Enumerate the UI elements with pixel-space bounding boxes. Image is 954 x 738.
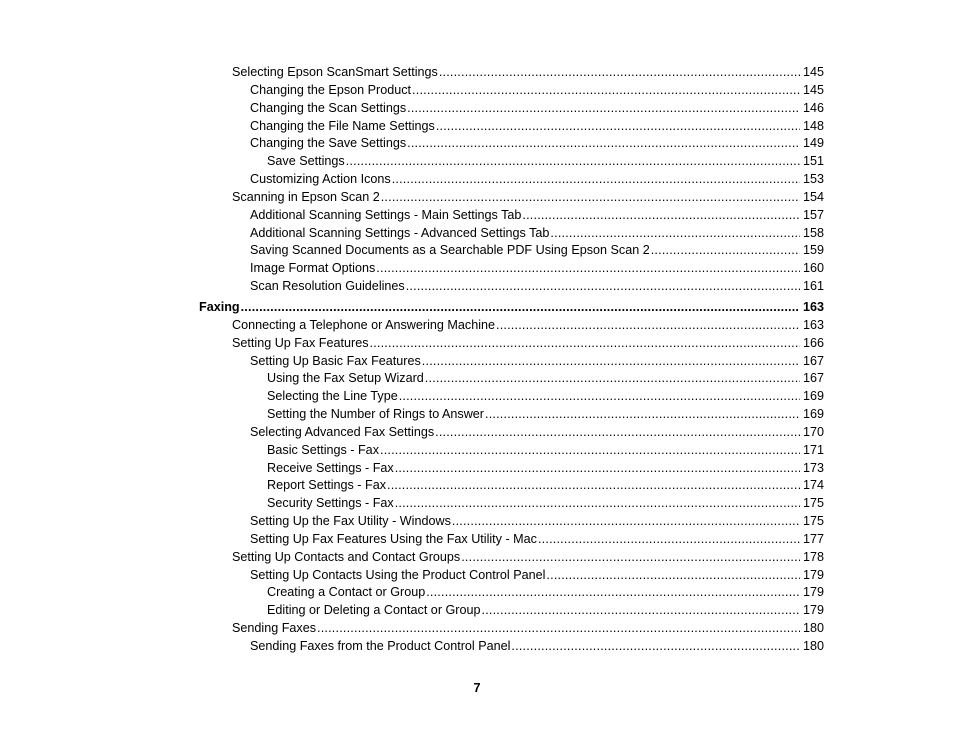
- toc-entry-title: Additional Scanning Settings - Advanced Settings Tab: [250, 226, 550, 240]
- toc-entry[interactable]: [267, 474, 824, 492]
- dot-leader: [436, 119, 800, 133]
- toc-entry-title: Setting Up Fax Features: [232, 336, 369, 350]
- toc-entry-page: 167: [802, 354, 824, 368]
- dot-leader: [651, 243, 800, 257]
- dot-leader: [407, 101, 800, 115]
- dot-leader: [380, 443, 800, 457]
- toc-entry[interactable]: [232, 332, 824, 350]
- toc-entry[interactable]: [250, 528, 824, 546]
- toc-entry-title: Saving Scanned Documents as a Searchable PDF Using Epson Scan 2: [250, 243, 650, 257]
- dot-leader: [522, 208, 800, 222]
- toc-entry-page: 173: [802, 461, 824, 475]
- toc-entry-page: 179: [802, 585, 824, 599]
- toc-entry-page: 158: [802, 226, 824, 240]
- toc-entry-title: Setting the Number of Rings to Answer: [267, 407, 485, 421]
- toc-entry-page: 149: [802, 136, 824, 150]
- dot-leader: [399, 389, 800, 403]
- dot-leader: [412, 83, 800, 97]
- toc-entry-page: 157: [802, 208, 824, 222]
- toc-entry[interactable]: [267, 367, 824, 385]
- toc-entry-page: 179: [802, 568, 824, 582]
- dot-leader: [346, 154, 800, 168]
- toc-entry-page: 159: [802, 243, 824, 257]
- toc-entry-title: Setting Up Basic Fax Features: [250, 354, 421, 368]
- toc-entry-page: 169: [802, 389, 824, 403]
- page-number: 7: [473, 681, 481, 695]
- toc-entry-page: 146: [802, 101, 824, 115]
- dot-leader: [425, 371, 800, 385]
- dot-leader: [439, 65, 800, 79]
- toc-entry-title: Changing the Save Settings: [250, 136, 407, 150]
- toc-entry-title: Selecting the Line Type: [267, 389, 398, 403]
- dot-leader: [511, 639, 800, 653]
- toc-entry-page: 151: [802, 154, 824, 168]
- toc-entry-title: Selecting Epson ScanSmart Settings: [232, 65, 438, 79]
- toc-entry[interactable]: [250, 115, 824, 133]
- toc-entry[interactable]: [267, 403, 824, 421]
- toc-entry[interactable]: [250, 510, 824, 528]
- toc-entry-title: Using the Fax Setup Wizard: [267, 371, 424, 385]
- dot-leader: [241, 300, 800, 314]
- toc-entry-title: Creating a Contact or Group: [267, 585, 426, 599]
- toc-entry-title: Receive Settings - Fax: [267, 461, 394, 475]
- toc-entry-page: 145: [802, 83, 824, 97]
- dot-leader: [546, 568, 800, 582]
- dot-leader: [461, 550, 800, 564]
- toc-entry-title: Report Settings - Fax: [267, 478, 386, 492]
- toc-entry[interactable]: [250, 564, 824, 582]
- dot-leader: [482, 603, 800, 617]
- toc-entry-title: Sending Faxes from the Product Control Panel: [250, 639, 511, 653]
- toc-entry[interactable]: [250, 132, 824, 150]
- toc-entry-page: 171: [802, 443, 824, 457]
- toc-entry-title: Editing or Deleting a Contact or Group: [267, 603, 481, 617]
- dot-leader: [370, 336, 801, 350]
- toc-entry-page: 163: [802, 300, 824, 314]
- toc-entry[interactable]: [250, 97, 824, 115]
- toc-entry[interactable]: [250, 350, 824, 368]
- dot-leader: [381, 190, 800, 204]
- toc-entry[interactable]: [250, 635, 824, 653]
- toc-entry-page: 175: [802, 496, 824, 510]
- toc-entry-page: 174: [802, 478, 824, 492]
- toc-entry-page: 179: [802, 603, 824, 617]
- toc-entry-page: 167: [802, 371, 824, 385]
- toc-entry-page: 153: [802, 172, 824, 186]
- dot-leader: [376, 261, 800, 275]
- toc-entry[interactable]: [267, 492, 824, 510]
- toc-entry-title: Selecting Advanced Fax Settings: [250, 425, 435, 439]
- toc-entry-title: Basic Settings - Fax: [267, 443, 379, 457]
- toc-entry[interactable]: [232, 61, 824, 79]
- toc-entry-title: Connecting a Telephone or Answering Machine: [232, 318, 496, 332]
- toc-entry-page: 169: [802, 407, 824, 421]
- toc-entry[interactable]: [250, 79, 824, 97]
- toc-entry-page: 178: [802, 550, 824, 564]
- toc-entry-page: 177: [802, 532, 824, 546]
- toc-entry[interactable]: [250, 421, 824, 439]
- toc-entry-page: 175: [802, 514, 824, 528]
- dot-leader: [317, 621, 800, 635]
- toc-entry-page: 160: [802, 261, 824, 275]
- toc-entry-title: Setting Up Contacts Using the Product Control Panel: [250, 568, 546, 582]
- dot-leader: [395, 461, 800, 475]
- dot-leader: [422, 354, 800, 368]
- toc-entry-title: Scanning in Epson Scan 2: [232, 190, 380, 204]
- toc-entry[interactable]: [232, 617, 824, 635]
- toc-entry-title: Customizing Action Icons: [250, 172, 391, 186]
- dot-leader: [452, 514, 800, 528]
- toc-entry-title: Image Format Options: [250, 261, 376, 275]
- toc-entry-page: 180: [802, 639, 824, 653]
- dot-leader: [395, 496, 800, 510]
- toc-entry-title: Changing the File Name Settings: [250, 119, 435, 133]
- toc-entry-title: Sending Faxes: [232, 621, 317, 635]
- toc-entry-page: 170: [802, 425, 824, 439]
- dot-leader: [435, 425, 800, 439]
- toc-entry-page: 163: [802, 318, 824, 332]
- toc-entry[interactable]: [250, 204, 824, 222]
- toc-entry-title: Faxing: [199, 300, 240, 314]
- toc-entry[interactable]: [267, 385, 824, 403]
- toc-entry-page: 166: [802, 336, 824, 350]
- toc-entry[interactable]: [267, 599, 824, 617]
- dot-leader: [426, 585, 800, 599]
- dot-leader: [538, 532, 800, 546]
- toc-entry-title: Security Settings - Fax: [267, 496, 394, 510]
- toc-entry[interactable]: [250, 239, 824, 257]
- dot-leader: [406, 279, 800, 293]
- dot-leader: [387, 478, 800, 492]
- toc-entry-title: Changing the Epson Product: [250, 83, 412, 97]
- dot-leader: [407, 136, 800, 150]
- dot-leader: [485, 407, 800, 421]
- toc-entry[interactable]: [267, 581, 824, 599]
- toc-entry[interactable]: [267, 457, 824, 475]
- dot-leader: [392, 172, 800, 186]
- toc-entry[interactable]: [250, 275, 824, 293]
- toc-entry-title: Setting Up Fax Features Using the Fax Utility - Mac: [250, 532, 537, 546]
- dot-leader: [496, 318, 800, 332]
- toc-entry[interactable]: [199, 296, 824, 314]
- toc-entry[interactable]: [267, 150, 824, 168]
- toc-entry[interactable]: [232, 186, 824, 204]
- toc-entry-title: Additional Scanning Settings - Main Settings Tab: [250, 208, 522, 222]
- toc-entry-title: Save Settings: [267, 154, 345, 168]
- toc-entry-page: 161: [802, 279, 824, 293]
- toc-entry[interactable]: [267, 439, 824, 457]
- toc-entry-title: Changing the Scan Settings: [250, 101, 407, 115]
- dot-leader: [550, 226, 800, 240]
- toc-entry-page: 180: [802, 621, 824, 635]
- toc-entry[interactable]: [250, 257, 824, 275]
- toc-entry[interactable]: [232, 546, 824, 564]
- toc-entry[interactable]: [232, 314, 824, 332]
- toc-entry[interactable]: [250, 168, 824, 186]
- toc-entry-page: 154: [802, 190, 824, 204]
- toc-entry-title: Setting Up the Fax Utility - Windows: [250, 514, 451, 528]
- toc-entry[interactable]: [250, 222, 824, 240]
- toc-entry-page: 145: [802, 65, 824, 79]
- toc-entry-title: Scan Resolution Guidelines: [250, 279, 405, 293]
- toc-entry-page: 148: [802, 119, 824, 133]
- toc-entry-title: Setting Up Contacts and Contact Groups: [232, 550, 461, 564]
